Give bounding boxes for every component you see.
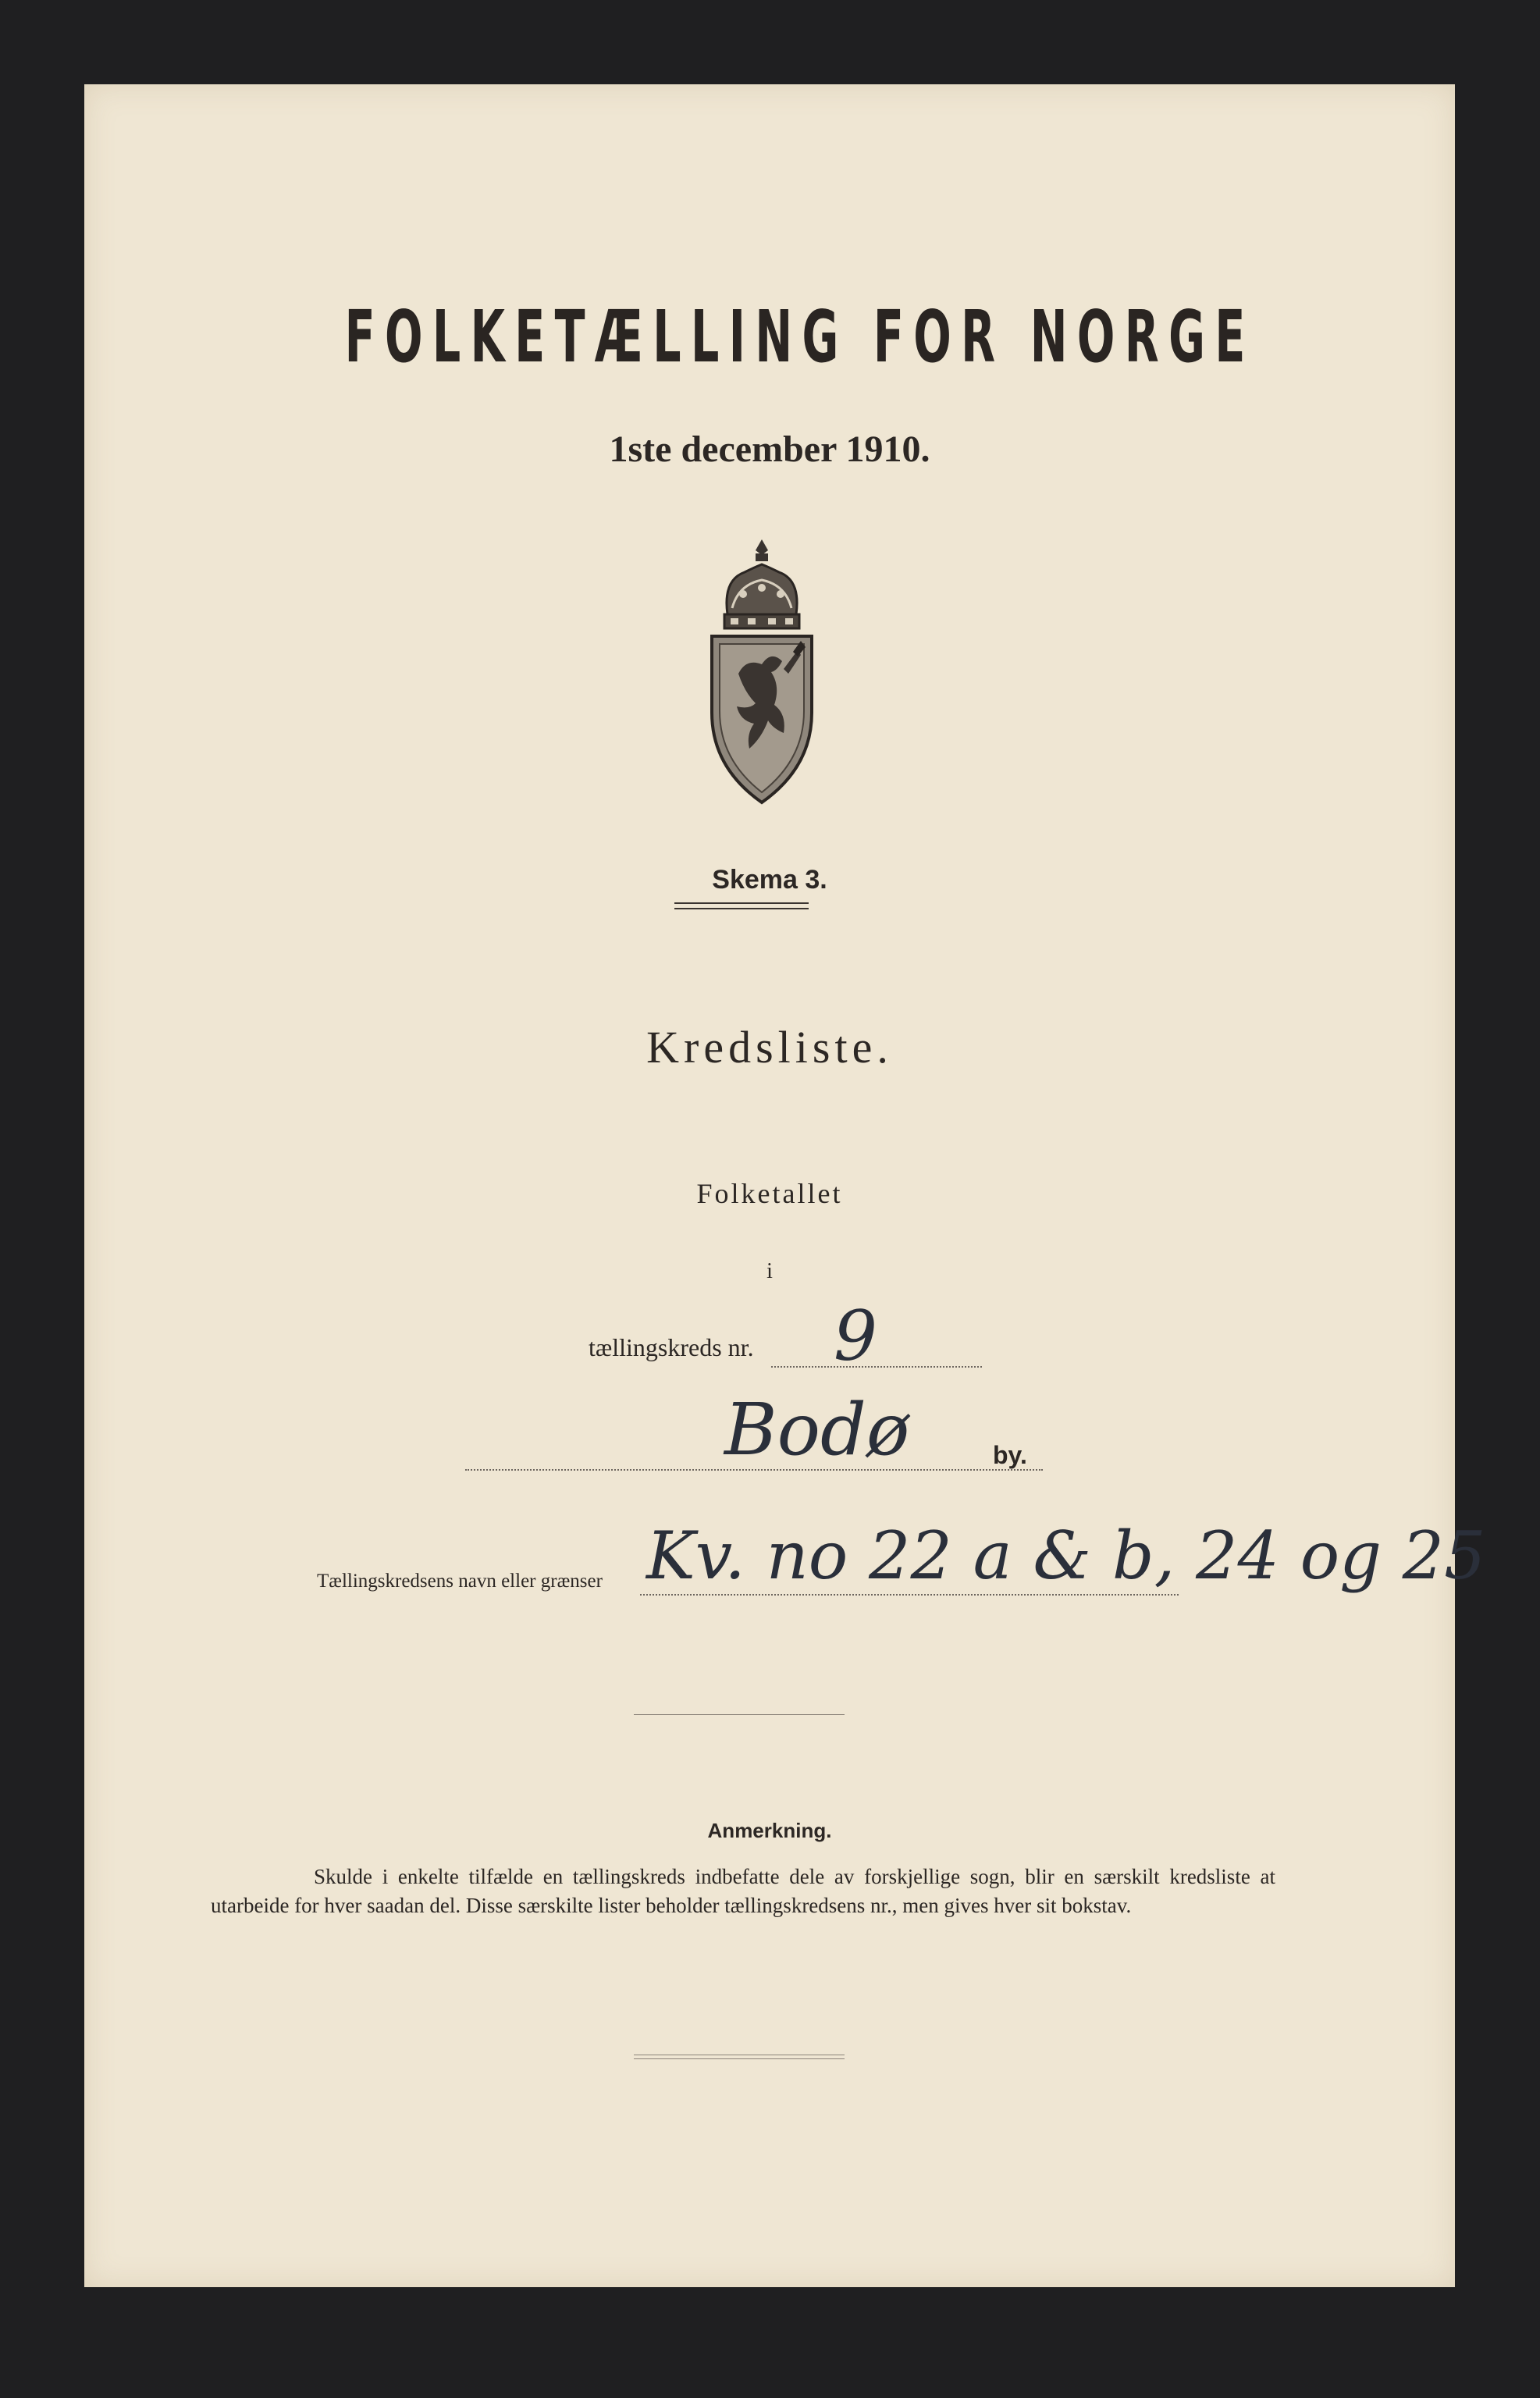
boundary-value: Kv. no 22 a & b, 24 og 25 [646,1517,1486,1594]
schema-number: Skema 3. [712,865,827,895]
section-divider [634,1714,845,1715]
form-heading: Kredsliste. [646,1022,893,1073]
note-title: Anmerkning. [707,1819,832,1842]
schema-underline [674,902,809,909]
norwegian-coat-of-arms-icon [684,533,840,814]
form-date: 1ste december 1910. [609,429,930,470]
population-label: Folketallet [696,1178,843,1209]
boundary-label: Tællingskredsens navn eller grænser [317,1571,603,1592]
district-number-label: tællingskreds nr. [589,1333,754,1361]
district-number-value: 9 [834,1296,877,1376]
city-name-value: Bodø [724,1388,910,1471]
form-title: FOLKETÆLLING FOR NORGE [344,295,1255,379]
preposition-i: i [766,1259,773,1283]
city-suffix: by. [993,1441,1027,1469]
note-text: Skulde i enkelte tilfælde en tællingskreds indbefatte dele av forskjellige sogn, blir en særskilt kredsliste at utarbeide for hver saadan del. Disse særskilte lister beholder tællingskredsens nr., men gives hver sit bokstav. [211,1865,1275,1917]
footer-divider [634,2055,845,2059]
boundary-line [640,1594,1179,1596]
census-form-page [84,84,1486,2287]
